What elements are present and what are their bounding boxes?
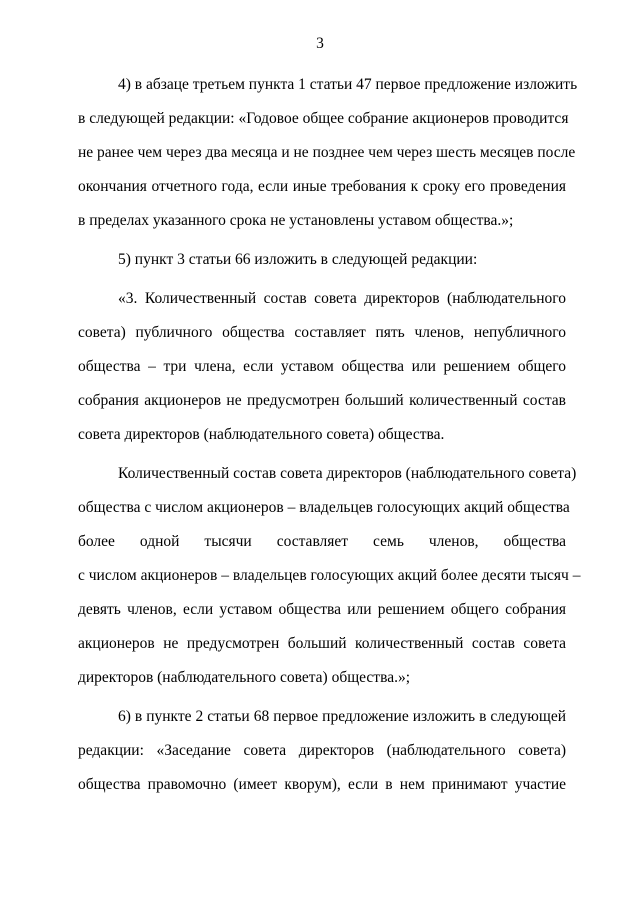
text-line: собрания акционеров не предусмотрен больший количественный состав [78, 392, 566, 409]
text-line: 6) в пункте 2 статьи 68 первое предложение изложить в следующей [118, 708, 566, 725]
paragraph-item-4 [78, 74, 578, 244]
text-line: «3. Количественный состав совета директоров (наблюдательного [118, 290, 566, 307]
text-line: девять членов, если уставом общества или решением общего собрания [78, 601, 566, 618]
text-line: более одной тысячи составляет семь членов, общества [78, 533, 566, 550]
text-line: 4) в абзаце третьем пункта 1 статьи 47 первое предложение изложить [118, 76, 578, 93]
paragraph-item-6 [78, 706, 566, 808]
text-line: в пределах указанного срока не установлены уставом общества.»; [78, 212, 514, 229]
text-line: совета директоров (наблюдательного совета) общества. [78, 426, 445, 443]
text-line: общества правомочно (имеет кворум), если в нем принимают участие [78, 776, 566, 793]
text-line: редакции: «Заседание совета директоров (наблюдательного совета) [78, 742, 566, 759]
text-line: общества с числом акционеров – владельцев голосующих акций общества [78, 499, 570, 516]
text-line: 5) пункт 3 статьи 66 изложить в следующей редакции: [118, 251, 478, 268]
paragraph-quoted-continuation [78, 463, 581, 701]
text-line: с числом акционеров – владельцев голосующих акций более десяти тысяч – [78, 567, 581, 584]
page-number: 3 [316, 35, 324, 52]
text-line: в следующей редакции: «Годовое общее собрание акционеров проводится [78, 110, 569, 127]
paragraph-item-5 [78, 249, 566, 283]
text-line: директоров (наблюдательного совета) общества.»; [78, 669, 411, 686]
paragraph-quoted-3 [78, 288, 566, 458]
text-line: не ранее чем через два месяца и не позднее чем через шесть месяцев после [78, 144, 576, 161]
text-line: общества – три члена, если уставом общества или решением общего [78, 358, 566, 375]
text-line: совета) публичного общества составляет пять членов, непубличного [78, 324, 566, 341]
text-line: Количественный состав совета директоров (наблюдательного совета) [118, 465, 577, 482]
text-line: окончания отчетного года, если иные требования к сроку его проведения [78, 178, 566, 195]
text-line: акционеров не предусмотрен больший количественный состав совета [78, 635, 566, 652]
document-body [78, 74, 581, 808]
